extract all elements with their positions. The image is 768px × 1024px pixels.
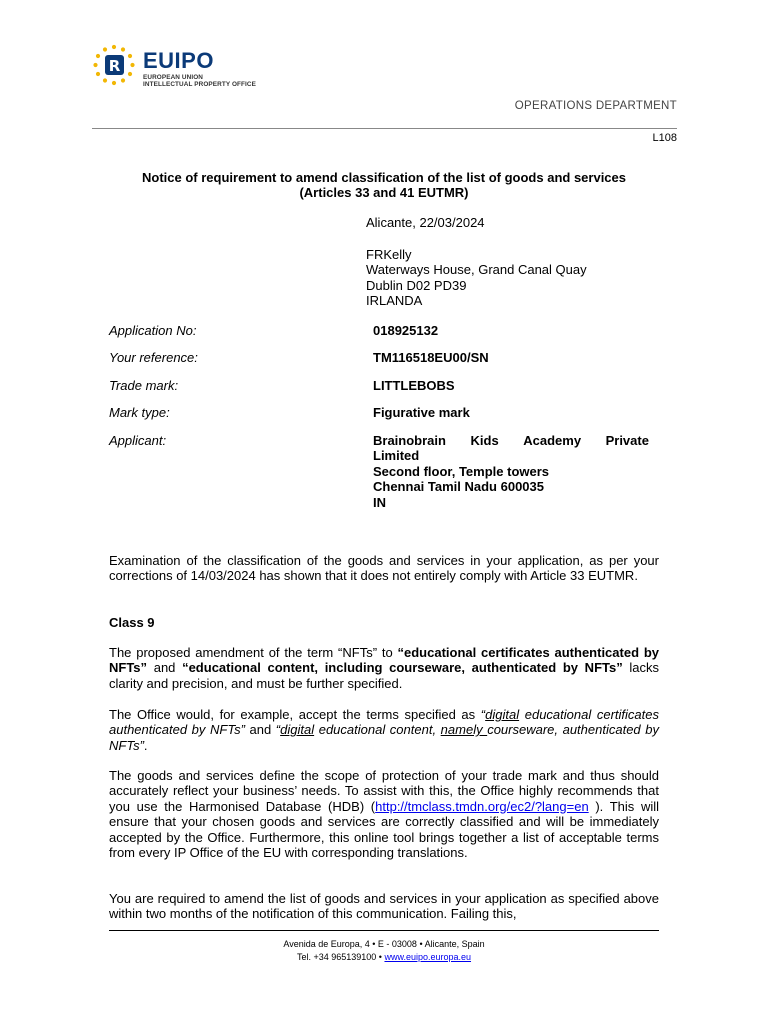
eu-stars-emblem-icon bbox=[90, 42, 140, 92]
text-run: The proposed amendment of the term “NFTs” to bbox=[109, 645, 398, 660]
applicant-name-line bbox=[373, 433, 649, 448]
document-code: L108 bbox=[652, 132, 677, 144]
trade-mark-label: Trade mark: bbox=[109, 378, 179, 393]
recipient-address bbox=[366, 247, 587, 309]
application-no-label: Application No: bbox=[109, 323, 197, 338]
text-run: and bbox=[147, 660, 183, 676]
applicant-name-word: Academy bbox=[523, 433, 582, 448]
underlined-term: digital bbox=[485, 707, 520, 722]
address-line: Dublin D02 PD39 bbox=[366, 277, 467, 293]
underlined-term: digital bbox=[280, 722, 315, 738]
applicant-name-word: Brainobrain bbox=[373, 433, 446, 448]
text-run: educational certificates authenticated by NFTs” bbox=[109, 707, 659, 738]
paragraph-amendment bbox=[109, 645, 659, 691]
address-line: FRKelly bbox=[366, 247, 412, 262]
text-run: “ bbox=[480, 707, 486, 722]
footer-divider bbox=[109, 930, 659, 931]
paragraph-hdb bbox=[109, 768, 659, 860]
class-heading: Class 9 bbox=[109, 615, 155, 630]
header-divider bbox=[92, 128, 677, 129]
paragraph-requirement bbox=[109, 891, 659, 922]
applicant-value bbox=[373, 433, 649, 510]
text-run: lacks clarity and precision, and must be further specified. bbox=[109, 660, 660, 691]
mark-type-value: Figurative mark bbox=[373, 405, 470, 420]
paragraph-text bbox=[109, 645, 659, 691]
euipo-logo bbox=[90, 42, 260, 92]
your-reference-value: TM116518EU00/SN bbox=[373, 350, 489, 365]
text-run: and bbox=[244, 722, 276, 738]
text-run: The Office would, for example, accept the terms specified as bbox=[109, 707, 481, 722]
footer-contact bbox=[109, 951, 659, 964]
paragraph-text bbox=[109, 768, 659, 860]
applicant-line: Second floor, Temple towers bbox=[373, 463, 550, 479]
applicant-label: Applicant: bbox=[109, 433, 167, 448]
underlined-term: namely bbox=[440, 722, 488, 738]
tmclass-link[interactable]: http://tmclass.tmdn.org/ec2/?lang=en bbox=[375, 798, 589, 814]
notice-title-line1: Notice of requirement to amend classification of the list of goods and services bbox=[142, 170, 626, 185]
term-bold: “educational content, including courseware, authenticated by NFTs” bbox=[182, 660, 623, 676]
department-name: OPERATIONS DEPARTMENT bbox=[514, 100, 677, 112]
footer-address: Avenida de Europa, 4 • E - 03008 • Alicante, Spain bbox=[283, 939, 485, 949]
applicant-name-word: Private bbox=[605, 433, 649, 448]
paragraph-text: Examination of the classification of the goods and services in your application, as per your corrections of 14/03/2024 has shown that it does not entirely comply with Article 33 EUTMR. bbox=[109, 553, 659, 584]
applicant-name-word: Kids bbox=[470, 433, 499, 448]
notice-title-line2: (Articles 33 and 41 EUTMR) bbox=[299, 185, 469, 200]
application-no-value: 018925132 bbox=[373, 323, 439, 338]
notice-title bbox=[109, 170, 659, 200]
logo-subtitle-2: INTELLECTUAL PROPERTY OFFICE bbox=[143, 81, 256, 88]
text-run: “ bbox=[275, 722, 281, 738]
paragraph-example-terms bbox=[109, 707, 659, 753]
text-run: educational content, bbox=[314, 722, 441, 738]
applicant-line: IN bbox=[373, 494, 386, 510]
trade-mark-value: LITTLEBOBS bbox=[373, 378, 455, 393]
address-line: Waterways House, Grand Canal Quay bbox=[366, 262, 587, 278]
paragraph-examination bbox=[109, 553, 659, 584]
footer bbox=[109, 938, 659, 963]
mark-type-label: Mark type: bbox=[109, 405, 170, 420]
footer-phone: Tel. +34 965139100 • bbox=[296, 951, 385, 962]
logo-wordmark: EUIPO bbox=[143, 48, 214, 73]
term-bold: “educational certificates authenticated by NFTs” bbox=[109, 645, 660, 676]
text-run: . bbox=[143, 737, 148, 753]
address-line: IRLANDA bbox=[366, 293, 423, 309]
your-reference-label: Your reference: bbox=[109, 350, 198, 365]
logo-subtitle-1: EUROPEAN UNION bbox=[143, 74, 203, 81]
text-run: ). This will ensure that your chosen goods and services are correctly classified and will be immediately accepted by the Office. Furthermore, this online tool brings together a list of acceptable terms from every IP Office of the EU with corresponding translations. bbox=[109, 798, 659, 861]
text-run: The goods and services define the scope of protection of your trade mark and thus should accurately reflect your business’ needs. To assist with this, the Office highly recommends that you use the Harmonised Database (HDB) ( bbox=[109, 768, 659, 814]
svg-text:R: R bbox=[108, 57, 121, 75]
text-run: courseware, authenticated by NFTs” bbox=[109, 722, 659, 753]
paragraph-text: You are required to amend the list of goods and services in your application as specified above within two months of the notification of this communication. Failing this, bbox=[109, 891, 659, 922]
website-link[interactable]: www.euipo.europa.eu bbox=[384, 951, 472, 962]
applicant-line: Chennai Tamil Nadu 600035 bbox=[373, 479, 544, 495]
letter-date: Alicante, 22/03/2024 bbox=[366, 215, 485, 230]
paragraph-text bbox=[109, 707, 659, 753]
applicant-line: Limited bbox=[373, 448, 420, 464]
